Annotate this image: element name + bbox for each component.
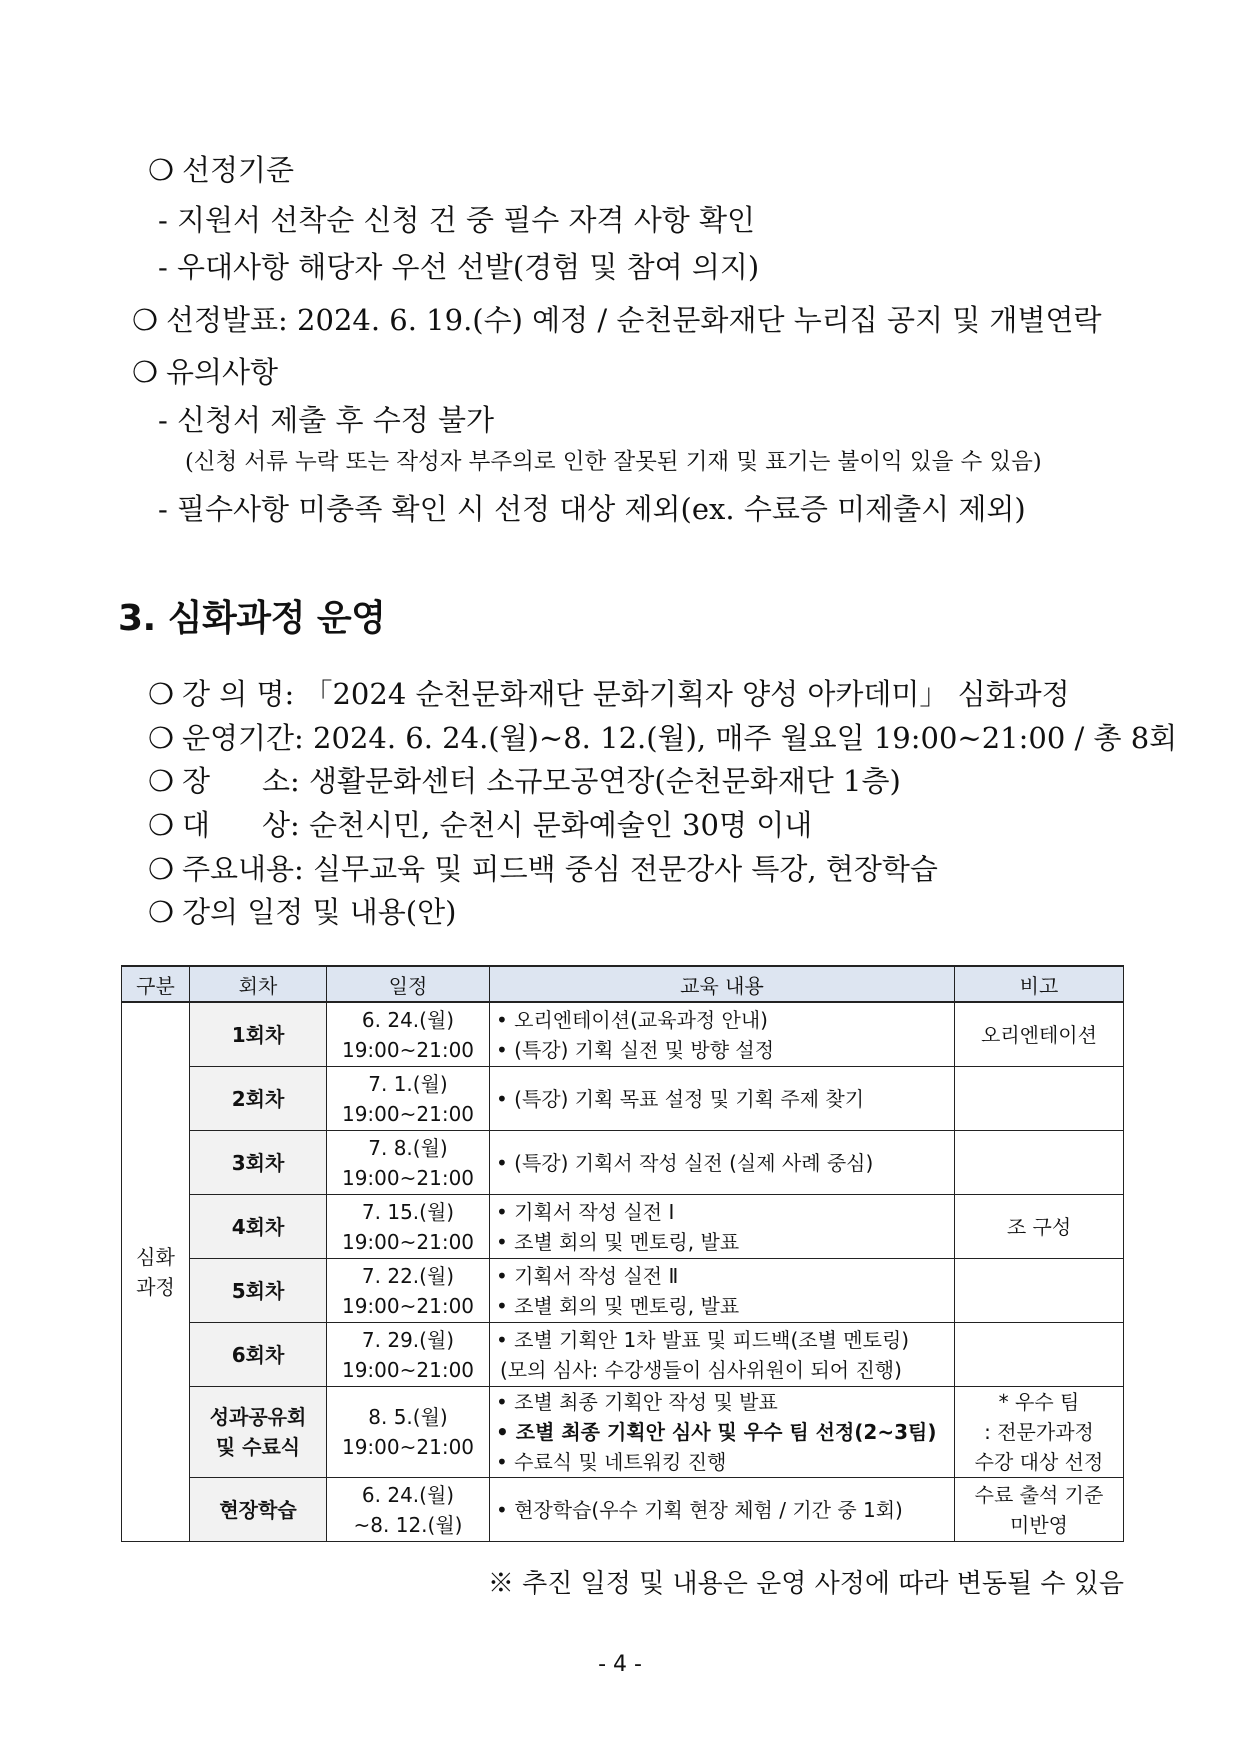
period-line: ❍ 운영기간: 2024. 6. 24.(월)~8. 12.(월), 매주 월요일 19:00~21:00 / 총 8회 bbox=[148, 721, 1178, 755]
caution-item: - 신청서 제출 후 수정 불가 bbox=[158, 403, 495, 437]
note-cell bbox=[955, 1131, 1124, 1195]
note-cell bbox=[955, 1067, 1124, 1131]
session-cell: 6회차 bbox=[190, 1323, 327, 1387]
content-cell: • 조별 기획안 1차 발표 및 피드백(조별 멘토링) (모의 심사: 수강생들이 심사위원이 되어 진행) bbox=[490, 1323, 955, 1387]
selection-criteria-title: ❍ 선정기준 bbox=[148, 153, 295, 187]
session-cell: 1회차 bbox=[190, 1002, 327, 1067]
table-header-row bbox=[122, 966, 1124, 1002]
header-session: 회차 bbox=[190, 966, 327, 1002]
note-cell: * 우수 팀 : 전문가과정 수강 대상 선정 bbox=[955, 1387, 1124, 1478]
circle-bullet-icon: ❍ bbox=[148, 808, 174, 842]
section-heading: 3. 심화과정 운영 bbox=[118, 598, 386, 639]
date-cell: 8. 5.(월) 19:00~21:00 bbox=[327, 1387, 490, 1478]
table-row bbox=[122, 1067, 1124, 1131]
content-cell: • 오리엔테이션(교육과정 안내) • (특강) 기획 실전 및 방향 설정 bbox=[490, 1002, 955, 1067]
content-cell: • (특강) 기획서 작성 실전 (실제 사례 중심) bbox=[490, 1131, 955, 1195]
date-cell: 6. 24.(월) ~8. 12.(월) bbox=[327, 1478, 490, 1542]
schedule-footnote: ※ 추진 일정 및 내용은 운영 사정에 따라 변동될 수 있음 bbox=[487, 1569, 1124, 1599]
circle-bullet-icon: ❍ bbox=[148, 153, 174, 187]
note-cell bbox=[955, 1323, 1124, 1387]
table-row bbox=[122, 1387, 1124, 1478]
session-cell: 4회차 bbox=[190, 1195, 327, 1259]
circle-bullet-icon: ❍ bbox=[148, 764, 174, 798]
caution-subnote: (신청 서류 누락 또는 작성자 부주의로 인한 잘못된 기재 및 표기는 불이익 있을 수 있음) bbox=[185, 449, 1042, 475]
date-cell: 7. 22.(월) 19:00~21:00 bbox=[327, 1259, 490, 1323]
note-cell: 수료 출석 기준 미반영 bbox=[955, 1478, 1124, 1542]
caution-title: ❍ 유의사항 bbox=[132, 355, 279, 389]
date-cell: 6. 24.(월) 19:00~21:00 bbox=[327, 1002, 490, 1067]
circle-bullet-icon: ❍ bbox=[148, 677, 174, 711]
content-cell: • 기획서 작성 실전 Ⅰ • 조별 회의 및 멘토링, 발표 bbox=[490, 1195, 955, 1259]
selection-criteria-item: - 우대사항 해당자 우선 선발(경험 및 참여 의지) bbox=[158, 250, 760, 284]
date-cell: 7. 8.(월) 19:00~21:00 bbox=[327, 1131, 490, 1195]
date-cell: 7. 15.(월) 19:00~21:00 bbox=[327, 1195, 490, 1259]
content-cell: • 기획서 작성 실전 Ⅱ • 조별 회의 및 멘토링, 발표 bbox=[490, 1259, 955, 1323]
session-cell: 현장학습 bbox=[190, 1478, 327, 1542]
circle-bullet-icon: ❍ bbox=[132, 303, 158, 337]
content-cell: • (특강) 기획 목표 설정 및 기획 주제 찾기 bbox=[490, 1067, 955, 1131]
session-cell: 성과공유회 및 수료식 bbox=[190, 1387, 327, 1478]
header-date: 일정 bbox=[327, 966, 490, 1002]
table-row bbox=[122, 1323, 1124, 1387]
table-row bbox=[122, 1259, 1124, 1323]
table-row bbox=[122, 1131, 1124, 1195]
table-row bbox=[122, 1002, 1124, 1067]
schedule-title-line: ❍ 강의 일정 및 내용(안) bbox=[148, 895, 457, 929]
announcement-line: ❍ 선정발표: 2024. 6. 19.(수) 예정 / 순천문화재단 누리집 공지 및 개별연락 bbox=[132, 303, 1102, 337]
circle-bullet-icon: ❍ bbox=[132, 355, 158, 389]
schedule-table bbox=[121, 965, 1124, 1542]
circle-bullet-icon: ❍ bbox=[148, 895, 174, 929]
note-cell bbox=[955, 1259, 1124, 1323]
note-cell: 조 구성 bbox=[955, 1195, 1124, 1259]
caution-item: - 필수사항 미충족 확인 시 선정 대상 제외(ex. 수료증 미제출시 제외) bbox=[158, 492, 1026, 526]
content-cell: • 현장학습(우수 기획 현장 체험 / 기간 중 1회) bbox=[490, 1478, 955, 1542]
place-line: ❍ 장 소: 생활문화센터 소규모공연장(순천문화재단 1층) bbox=[148, 764, 901, 798]
session-cell: 5회차 bbox=[190, 1259, 327, 1323]
table-row bbox=[122, 1195, 1124, 1259]
header-content: 교육 내용 bbox=[490, 966, 955, 1002]
lecture-name-line: ❍ 강 의 명: 「2024 순천문화재단 문화기획자 양성 아카데미」 심화과정 bbox=[148, 677, 1070, 711]
date-cell: 7. 1.(월) 19:00~21:00 bbox=[327, 1067, 490, 1131]
date-cell: 7. 29.(월) 19:00~21:00 bbox=[327, 1323, 490, 1387]
note-cell: 오리엔테이션 bbox=[955, 1002, 1124, 1067]
header-note: 비고 bbox=[955, 966, 1124, 1002]
page-number: - 4 - bbox=[598, 1652, 642, 1677]
selection-criteria-item: - 지원서 선착순 신청 건 중 필수 자격 사항 확인 bbox=[158, 203, 756, 237]
header-group: 구분 bbox=[122, 966, 190, 1002]
session-cell: 3회차 bbox=[190, 1131, 327, 1195]
main-content-line: ❍ 주요내용: 실무교육 및 피드백 중심 전문강사 특강, 현장학습 bbox=[148, 852, 938, 886]
table-row bbox=[122, 1478, 1124, 1542]
session-cell: 2회차 bbox=[190, 1067, 327, 1131]
target-line: ❍ 대 상: 순천시민, 순천시 문화예술인 30명 이내 bbox=[148, 808, 813, 842]
circle-bullet-icon: ❍ bbox=[148, 852, 174, 886]
group-cell: 심화 과정 bbox=[122, 1002, 190, 1542]
content-cell: • 조별 최종 기획안 작성 및 발표 • 조별 최종 기획안 심사 및 우수 팀 선정(2~3팀) • 수료식 및 네트워킹 진행 bbox=[490, 1387, 955, 1478]
circle-bullet-icon: ❍ bbox=[148, 721, 174, 755]
